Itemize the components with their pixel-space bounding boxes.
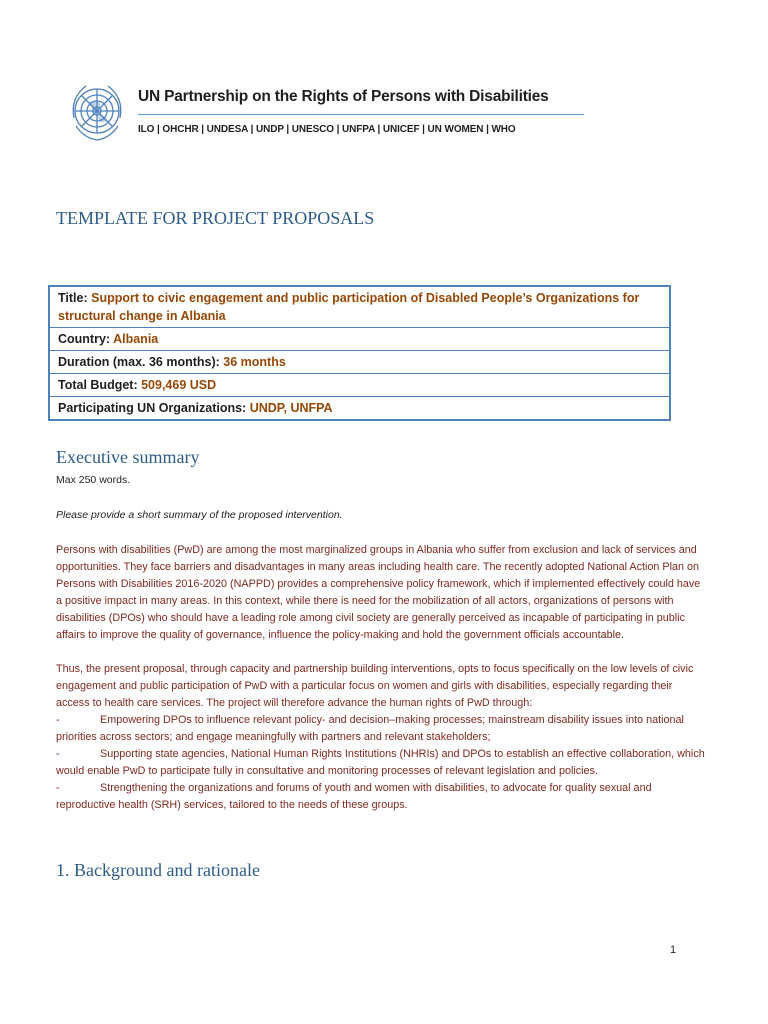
duration-value: 36 months bbox=[223, 355, 286, 369]
executive-summary-heading: Executive summary bbox=[56, 447, 200, 467]
summary-bullet bbox=[56, 746, 706, 780]
budget-row bbox=[50, 374, 669, 397]
organizations-value: UNDP, UNFPA bbox=[249, 401, 333, 415]
document-title: TEMPLATE FOR PROJECT PROPOSALS bbox=[56, 208, 375, 228]
duration-label: Duration (max. 36 months): bbox=[58, 355, 224, 369]
summary-bullet bbox=[56, 780, 706, 814]
section-1-heading: 1. Background and rationale bbox=[56, 860, 260, 880]
bullet-text: Empowering DPOs to influence relevant policy- and decision–making processes; mainstream disability issues into national priorities across sectors; and engage meaningfully with partners and relevant stakeholders; bbox=[56, 714, 684, 743]
bullet-text: Supporting state agencies, National Human Rights Institutions (NHRIs) and DPOs to establish an effective collaboration, which would enable PwD to participate fully in consultative and monitoring processes of relevant legislation and policies. bbox=[56, 748, 705, 777]
country-label: Country: bbox=[58, 332, 114, 346]
bullet-dash: - bbox=[56, 748, 60, 760]
summary-bullet bbox=[56, 712, 706, 746]
header-title: UN Partnership on the Rights of Persons with Disabilities bbox=[138, 88, 549, 105]
duration-row bbox=[50, 351, 669, 374]
budget-value: 509,469 USD bbox=[141, 378, 217, 392]
country-value: Albania bbox=[113, 332, 159, 346]
budget-label: Total Budget: bbox=[58, 378, 142, 392]
organizations-label: Participating UN Organizations: bbox=[58, 401, 250, 415]
header-agencies: ILO | OHCHR | UNDESA | UNDP | UNESCO | UNFPA | UNICEF | UN WOMEN | WHO bbox=[138, 124, 516, 135]
header-divider bbox=[138, 114, 584, 115]
organizations-row bbox=[50, 397, 669, 419]
document-header bbox=[64, 78, 549, 144]
title-label: Title: bbox=[58, 291, 92, 305]
summary-instruction: Please provide a short summary of the proposed intervention. bbox=[56, 509, 343, 521]
title-row bbox=[50, 287, 669, 328]
page-number: 1 bbox=[670, 944, 677, 956]
bullet-text: Strengthening the organizations and forums of youth and women with disabilities, to advocate for quality sexual and reproductive health (SRH) services, tailored to the needs of these groups. bbox=[56, 782, 652, 811]
un-emblem-icon bbox=[64, 78, 130, 144]
project-info-table bbox=[48, 285, 671, 421]
title-value: Support to civic engagement and public participation of Disabled People’s Organizations for structural change in Albania bbox=[58, 291, 640, 323]
summary-paragraph-2: Thus, the present proposal, through capacity and partnership building interventions, opts to focus specifically on the low levels of civic engagement and public participation of PwD with a particular focus on women and girls with disabilities, especially regarding their access to health care services. The project will therefore advance the human rights of PwD through: bbox=[56, 663, 694, 709]
country-row bbox=[50, 328, 669, 351]
max-words-note: Max 250 words. bbox=[56, 474, 131, 486]
bullet-dash: - bbox=[56, 714, 60, 726]
summary-body bbox=[56, 542, 706, 814]
summary-paragraph-1: Persons with disabilities (PwD) are among the most marginalized groups in Albania who suffer from exclusion and lack of services and opportunities. They face barriers and disadvantages in many areas including health care. The recently adopted National Action Plan on Persons with Disabilities 2016-2020 (NAPPD) provides a comprehensive policy framework, which if implemented effectively could have a positive impact in many areas. In this context, while there is need for the mobilization of all actors, organizations of persons with disabilities (DPOs) who should have a leading role among civil society are generally perceived as incapable of participating in public affairs to improve the quality of governance, influence the policy-making and hold the government officials accountable. bbox=[56, 544, 701, 641]
bullet-dash: - bbox=[56, 782, 60, 794]
